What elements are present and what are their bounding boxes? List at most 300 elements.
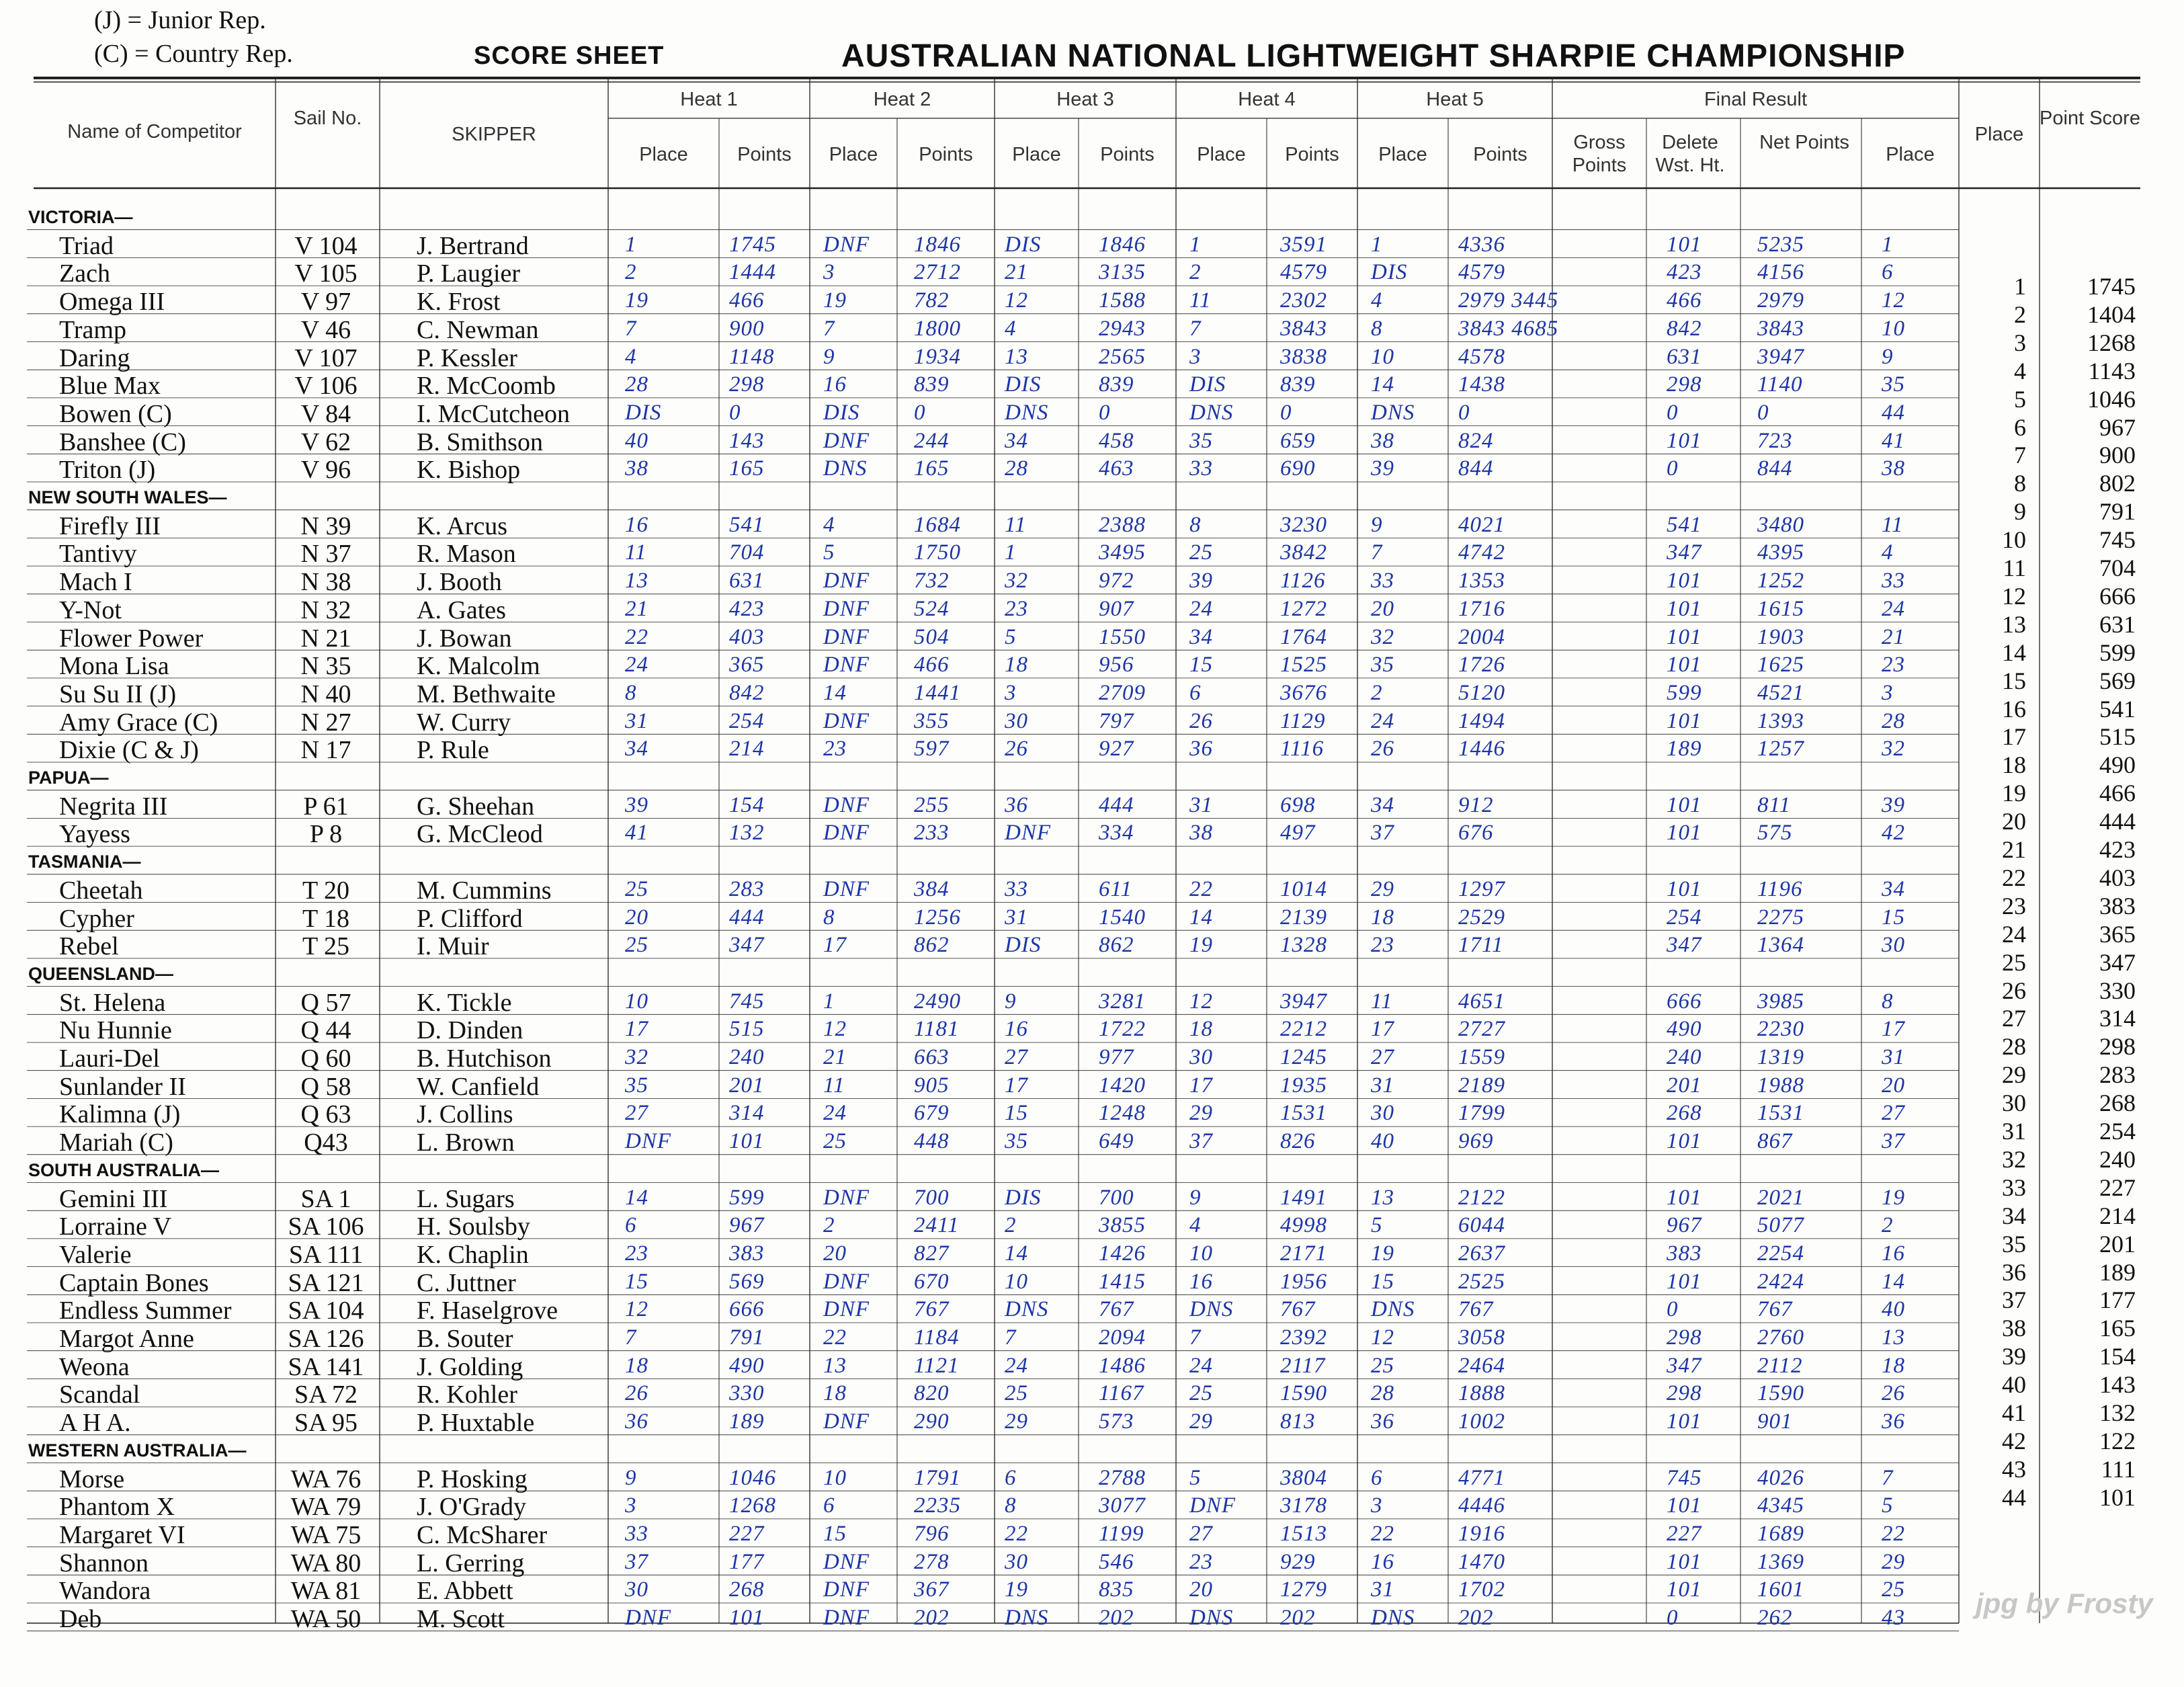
handwritten-h4s: 3178 xyxy=(1280,1493,1327,1518)
handwritten-h2s: 244 xyxy=(914,428,950,453)
point-score-place: 26 xyxy=(2002,977,2026,1004)
sail-number: WA 75 xyxy=(290,1520,362,1549)
handwritten-h2s: 0 xyxy=(914,400,926,425)
handwritten-del: 298 xyxy=(1667,372,1702,397)
sail-number: SA 111 xyxy=(288,1240,364,1269)
handwritten-h2p: DNS xyxy=(823,456,868,481)
handwritten-h4p: 5 xyxy=(1189,1465,1202,1490)
handwritten-h3p: 21 xyxy=(1005,260,1028,285)
handwritten-h4s: 2139 xyxy=(1280,905,1327,930)
handwritten-h3p: 4 xyxy=(1005,316,1017,341)
handwritten-h2s: 2235 xyxy=(914,1493,961,1518)
header-heat-1: Heat 1 xyxy=(680,89,738,110)
handwritten-h5s: 2727 xyxy=(1458,1017,1505,1042)
handwritten-h2s: 1441 xyxy=(914,680,961,705)
handwritten-net: 2979 xyxy=(1757,288,1804,313)
state-group-heading: TASMANIA— xyxy=(28,852,141,872)
sail-number: SA 141 xyxy=(288,1352,364,1381)
handwritten-h2s: 367 xyxy=(914,1577,950,1602)
handwritten-del: 101 xyxy=(1667,1269,1702,1294)
point-score-value: 240 xyxy=(2099,1145,2136,1173)
handwritten-h2p: 3 xyxy=(823,260,835,285)
point-score-place: 8 xyxy=(2014,470,2026,497)
handwritten-net: 4345 xyxy=(1757,1493,1804,1518)
handwritten-h2p: 23 xyxy=(823,737,847,762)
handwritten-del: 240 xyxy=(1667,1045,1702,1069)
handwritten-h2p: DNF xyxy=(823,428,870,453)
handwritten-h1s: 666 xyxy=(729,1297,765,1322)
handwritten-del: 347 xyxy=(1667,540,1702,565)
handwritten-h4s: 2171 xyxy=(1280,1241,1327,1266)
competitor-name: Wandora xyxy=(59,1577,151,1606)
handwritten-h3s: 956 xyxy=(1099,653,1134,677)
handwritten-h1p: 41 xyxy=(625,821,648,846)
handwritten-h5s: 202 xyxy=(1458,1606,1494,1630)
handwritten-h5p: 9 xyxy=(1371,512,1383,537)
header-skipper: SKIPPER xyxy=(452,124,536,145)
handwritten-h5s: 1002 xyxy=(1458,1409,1505,1434)
handwritten-net: 2275 xyxy=(1757,905,1804,930)
point-score-place: 42 xyxy=(2002,1427,2026,1454)
handwritten-h2s: 767 xyxy=(914,1297,950,1322)
handwritten-h1s: 1046 xyxy=(729,1465,776,1490)
handwritten-net: 2112 xyxy=(1757,1353,1803,1378)
competitor-name: Weona xyxy=(59,1352,130,1381)
handwritten-h5p: 7 xyxy=(1371,540,1383,565)
handwritten-h1s: 704 xyxy=(729,540,765,565)
sail-number: SA 121 xyxy=(288,1268,364,1297)
competitor-name: A H A. xyxy=(59,1409,131,1438)
handwritten-place: 19 xyxy=(1882,1185,1905,1210)
point-score-value: 132 xyxy=(2099,1399,2136,1426)
handwritten-del: 101 xyxy=(1667,876,1702,901)
point-score-value: 423 xyxy=(2099,836,2136,863)
sail-number: V 62 xyxy=(300,427,351,456)
handwritten-h4p: 14 xyxy=(1189,905,1213,930)
handwritten-h3p: 29 xyxy=(1005,1409,1028,1434)
point-score-place: 34 xyxy=(2002,1202,2026,1229)
handwritten-h5s: 676 xyxy=(1458,821,1494,846)
handwritten-net: 3480 xyxy=(1757,512,1804,537)
handwritten-h4s: 0 xyxy=(1280,400,1292,425)
handwritten-h4s: 2117 xyxy=(1280,1353,1326,1378)
handwritten-del: 189 xyxy=(1667,737,1702,762)
competitor-name: Triton (J) xyxy=(59,456,156,485)
handwritten-h5p: 25 xyxy=(1371,1353,1394,1378)
handwritten-h3s: 3495 xyxy=(1099,540,1146,565)
handwritten-h5s: 1711 xyxy=(1458,933,1504,958)
handwritten-net: 1364 xyxy=(1757,933,1804,958)
handwritten-h4s: 1116 xyxy=(1280,737,1325,762)
handwritten-place: 5 xyxy=(1882,1493,1894,1518)
handwritten-h2s: 1184 xyxy=(914,1325,960,1350)
handwritten-h2p: 13 xyxy=(823,1353,847,1378)
handwritten-net: 1319 xyxy=(1757,1045,1804,1069)
point-score-value: 569 xyxy=(2099,667,2136,694)
handwritten-h1p: 13 xyxy=(625,569,648,593)
state-group-heading: SOUTH AUSTRALIA— xyxy=(28,1159,219,1180)
handwritten-h2s: 796 xyxy=(914,1521,950,1546)
handwritten-h4s: 1764 xyxy=(1280,624,1327,649)
handwritten-h3p: 11 xyxy=(1005,512,1027,537)
header-heat2-place: Place xyxy=(829,144,878,165)
handwritten-h1p: 21 xyxy=(625,596,648,621)
handwritten-place: 37 xyxy=(1882,1129,1905,1154)
handwritten-h5p: 26 xyxy=(1371,737,1394,762)
handwritten-h1s: 268 xyxy=(729,1577,765,1602)
handwritten-h4p: 25 xyxy=(1189,540,1213,565)
handwritten-del: 101 xyxy=(1667,232,1702,257)
point-score-value: 599 xyxy=(2099,639,2136,666)
handwritten-h3s: 700 xyxy=(1099,1185,1134,1210)
handwritten-h1s: 444 xyxy=(729,905,765,930)
handwritten-net: 1689 xyxy=(1757,1521,1804,1546)
handwritten-h2s: 862 xyxy=(914,933,950,958)
handwritten-h2p: DNF xyxy=(823,876,870,901)
handwritten-h4p: 37 xyxy=(1189,1129,1213,1154)
handwritten-h2s: 2712 xyxy=(914,260,961,285)
handwritten-h3s: 907 xyxy=(1099,596,1134,621)
header-heat3-place: Place xyxy=(1012,144,1061,165)
handwritten-del: 347 xyxy=(1667,933,1702,958)
handwritten-h2s: 524 xyxy=(914,596,950,621)
competitor-name: Tramp xyxy=(59,315,126,344)
handwritten-place: 17 xyxy=(1882,1017,1905,1042)
handwritten-net: 867 xyxy=(1757,1129,1793,1154)
handwritten-h4p: 38 xyxy=(1189,821,1213,846)
handwritten-h3s: 1846 xyxy=(1099,232,1146,257)
sail-number: Q 57 xyxy=(300,988,351,1017)
point-score-value: 143 xyxy=(2099,1371,2136,1399)
handwritten-h3p: 24 xyxy=(1005,1353,1028,1378)
handwritten-h4s: 3804 xyxy=(1280,1465,1327,1490)
point-score-value: 967 xyxy=(2099,413,2136,441)
skipper-name: F. Haselgrove xyxy=(417,1297,558,1325)
point-score-value: 314 xyxy=(2099,1005,2136,1032)
handwritten-h4p: 19 xyxy=(1189,933,1213,958)
handwritten-h5s: 2529 xyxy=(1458,905,1505,930)
handwritten-net: 901 xyxy=(1757,1409,1793,1434)
handwritten-h5p: 33 xyxy=(1371,569,1394,593)
handwritten-h4s: 3947 xyxy=(1280,989,1327,1014)
handwritten-h2p: 14 xyxy=(823,680,847,705)
legend-country: (C) = Country Rep. xyxy=(94,40,293,68)
point-score-value: 515 xyxy=(2099,723,2136,751)
point-score-place: 5 xyxy=(2014,385,2026,413)
competitor-name: Dixie (C & J) xyxy=(59,736,199,765)
handwritten-h1s: 314 xyxy=(729,1101,765,1126)
handwritten-h5p: 11 xyxy=(1371,989,1393,1014)
handwritten-place: 23 xyxy=(1882,653,1905,677)
skipper-name: J. Bowan xyxy=(417,624,512,653)
handwritten-h3s: 862 xyxy=(1099,933,1134,958)
sail-number: SA 104 xyxy=(288,1297,364,1325)
handwritten-h5p: 40 xyxy=(1371,1129,1394,1154)
skipper-name: P. Kessler xyxy=(417,343,517,372)
handwritten-h1p: 2 xyxy=(625,260,637,285)
handwritten-h3s: 1248 xyxy=(1099,1101,1146,1126)
handwritten-h3p: 1 xyxy=(1005,540,1017,565)
handwritten-h5s: 1559 xyxy=(1458,1045,1505,1069)
handwritten-h4s: 2392 xyxy=(1280,1325,1327,1350)
sail-number: T 25 xyxy=(302,932,350,961)
handwritten-net: 1988 xyxy=(1757,1073,1804,1098)
handwritten-h5s: 2637 xyxy=(1458,1241,1505,1266)
handwritten-net: 2760 xyxy=(1757,1325,1804,1350)
point-score-place: 12 xyxy=(2002,582,2026,610)
handwritten-h5p: 30 xyxy=(1371,1101,1394,1126)
handwritten-h3s: 3855 xyxy=(1099,1213,1146,1238)
handwritten-h5s: 1716 xyxy=(1458,596,1505,621)
handwritten-h2s: 202 xyxy=(914,1606,950,1630)
handwritten-h4p: 24 xyxy=(1189,1353,1213,1378)
handwritten-h4s: 1491 xyxy=(1280,1185,1327,1210)
handwritten-h1p: 1 xyxy=(625,232,637,257)
competitor-name: Blue Max xyxy=(59,372,161,401)
handwritten-h4p: 17 xyxy=(1189,1073,1213,1098)
handwritten-h5p: 22 xyxy=(1371,1521,1394,1546)
header-net-points: Net Points xyxy=(1759,132,1849,153)
handwritten-h5s: 2525 xyxy=(1458,1269,1505,1294)
handwritten-h5s: 1494 xyxy=(1458,708,1505,733)
handwritten-del: 101 xyxy=(1667,792,1702,817)
handwritten-h1p: 3 xyxy=(625,1493,637,1518)
point-score-place: 32 xyxy=(2002,1145,2026,1173)
handwritten-h4s: 1525 xyxy=(1280,653,1327,677)
handwritten-h4p: 23 xyxy=(1189,1549,1213,1574)
handwritten-net: 1252 xyxy=(1757,569,1804,593)
handwritten-h1s: 165 xyxy=(729,456,765,481)
handwritten-h2p: 20 xyxy=(823,1241,847,1266)
handwritten-h2p: DNF xyxy=(823,624,870,649)
skipper-name: D. Dinden xyxy=(417,1016,523,1045)
handwritten-h2s: 2411 xyxy=(914,1213,960,1238)
sail-number: N 21 xyxy=(300,624,351,653)
handwritten-h4p: 24 xyxy=(1189,596,1213,621)
skipper-name: M. Scott xyxy=(417,1605,505,1633)
handwritten-h5s: 4578 xyxy=(1458,344,1505,369)
skipper-name: L. Gerring xyxy=(417,1549,525,1577)
handwritten-place: 1 xyxy=(1882,232,1894,257)
handwritten-h3p: 26 xyxy=(1005,737,1028,762)
point-score-value: 704 xyxy=(2099,554,2136,581)
handwritten-h1p: 37 xyxy=(625,1549,648,1574)
handwritten-h4p: 29 xyxy=(1189,1409,1213,1434)
handwritten-h2s: 466 xyxy=(914,653,950,677)
competitor-name: Valerie xyxy=(59,1240,132,1269)
point-score-value: 154 xyxy=(2099,1343,2136,1370)
handwritten-h2p: 21 xyxy=(823,1045,847,1069)
header-point-score-place: Place xyxy=(1974,124,2024,145)
handwritten-place: 33 xyxy=(1882,569,1905,593)
handwritten-h1s: 330 xyxy=(729,1381,765,1406)
point-score-value: 268 xyxy=(2099,1089,2136,1117)
sail-number: Q 63 xyxy=(300,1100,351,1129)
handwritten-del: 0 xyxy=(1667,456,1679,481)
handwritten-h4s: 2212 xyxy=(1280,1017,1327,1042)
handwritten-net: 5077 xyxy=(1757,1213,1804,1238)
handwritten-h4p: 3 xyxy=(1189,344,1202,369)
skipper-name: W. Curry xyxy=(417,708,511,737)
handwritten-net: 1257 xyxy=(1757,737,1804,762)
handwritten-h2s: 278 xyxy=(914,1549,950,1574)
handwritten-h4s: 659 xyxy=(1280,428,1316,453)
handwritten-h2s: 355 xyxy=(914,708,950,733)
handwritten-place: 16 xyxy=(1882,1241,1905,1266)
skipper-name: E. Abbett xyxy=(417,1577,513,1606)
point-score-place: 1 xyxy=(2014,273,2026,300)
handwritten-h1p: 10 xyxy=(625,989,648,1014)
point-score-place: 11 xyxy=(2003,554,2026,581)
handwritten-h1p: 14 xyxy=(625,1185,648,1210)
handwritten-place: 24 xyxy=(1882,596,1905,621)
sail-number: P 61 xyxy=(303,792,349,821)
handwritten-h4p: DNS xyxy=(1189,1297,1234,1322)
state-group-heading: VICTORIA— xyxy=(28,207,133,227)
handwritten-h5p: 3 xyxy=(1371,1493,1383,1518)
handwritten-h2s: 255 xyxy=(914,792,950,817)
sail-number: V 104 xyxy=(294,231,358,260)
handwritten-net: 1369 xyxy=(1757,1549,1804,1574)
handwritten-h3s: 1426 xyxy=(1099,1241,1146,1266)
handwritten-h2p: 16 xyxy=(823,372,847,397)
point-score-value: 214 xyxy=(2099,1202,2136,1229)
skipper-name: L. Sugars xyxy=(417,1184,515,1213)
handwritten-h1p: 4 xyxy=(625,344,637,369)
point-score-place: 24 xyxy=(2002,920,2026,948)
handwritten-h3s: 1415 xyxy=(1099,1269,1146,1294)
point-score-place: 13 xyxy=(2002,610,2026,638)
handwritten-h2p: DNF xyxy=(823,821,870,846)
handwritten-h2p: DNF xyxy=(823,1549,870,1574)
handwritten-h4s: 1935 xyxy=(1280,1073,1327,1098)
handwritten-h3p: 9 xyxy=(1005,989,1017,1014)
handwritten-net: 2424 xyxy=(1757,1269,1804,1294)
sail-number: N 39 xyxy=(300,511,351,540)
handwritten-place: 8 xyxy=(1882,989,1894,1014)
sail-number: T 18 xyxy=(302,904,350,933)
handwritten-h3s: 2788 xyxy=(1099,1465,1146,1490)
handwritten-place: 7 xyxy=(1882,1465,1894,1490)
point-score-place: 28 xyxy=(2002,1033,2026,1061)
state-group-heading: NEW SOUTH WALES— xyxy=(28,487,227,507)
skipper-name: P. Huxtable xyxy=(417,1409,535,1438)
sail-number: WA 80 xyxy=(290,1549,362,1577)
skipper-name: K. Bishop xyxy=(417,456,521,485)
point-score-value: 1268 xyxy=(2087,329,2136,356)
skipper-name: R. Mason xyxy=(417,540,516,569)
handwritten-h5s: 3058 xyxy=(1458,1325,1505,1350)
handwritten-h4p: 20 xyxy=(1189,1577,1213,1602)
handwritten-del: 745 xyxy=(1667,1465,1702,1490)
competitor-name: Yayess xyxy=(59,820,130,849)
point-score-value: 541 xyxy=(2099,695,2136,723)
handwritten-h1s: 189 xyxy=(729,1409,765,1434)
handwritten-net: 2021 xyxy=(1757,1185,1804,1210)
handwritten-h5s: 767 xyxy=(1458,1297,1494,1322)
handwritten-place: 43 xyxy=(1882,1606,1905,1630)
handwritten-del: 101 xyxy=(1667,1549,1702,1574)
sail-number: V 105 xyxy=(294,259,358,288)
handwritten-h2p: 12 xyxy=(823,1017,847,1042)
handwritten-h5s: 2004 xyxy=(1458,624,1505,649)
handwritten-del: 227 xyxy=(1667,1521,1702,1546)
handwritten-h5p: 16 xyxy=(1371,1549,1394,1574)
handwritten-h1s: 365 xyxy=(729,653,765,677)
handwritten-h5p: 14 xyxy=(1371,372,1394,397)
handwritten-h4s: 3842 xyxy=(1280,540,1327,565)
point-score-value: 745 xyxy=(2099,526,2136,554)
handwritten-h4p: DNF xyxy=(1189,1493,1236,1518)
handwritten-del: 101 xyxy=(1667,428,1702,453)
handwritten-h2s: 839 xyxy=(914,372,950,397)
point-score-value: 298 xyxy=(2099,1033,2136,1061)
handwritten-h1p: 30 xyxy=(625,1577,648,1602)
handwritten-h5s: 0 xyxy=(1458,400,1470,425)
handwritten-h5p: 38 xyxy=(1371,428,1394,453)
handwritten-h3p: 7 xyxy=(1005,1325,1017,1350)
skipper-name: K. Frost xyxy=(417,288,501,317)
handwritten-h2s: 165 xyxy=(914,456,950,481)
handwritten-place: 34 xyxy=(1882,876,1905,901)
handwritten-place: 10 xyxy=(1882,316,1905,341)
competitor-name: Banshee (C) xyxy=(59,427,186,456)
skipper-name: J. Bertrand xyxy=(417,231,529,260)
handwritten-h5p: 1 xyxy=(1371,232,1383,257)
competitor-name: Deb xyxy=(59,1605,102,1633)
competitor-name: Zach xyxy=(59,259,110,288)
point-score-value: 111 xyxy=(2101,1455,2136,1483)
skipper-name: G. Sheehan xyxy=(417,792,535,821)
point-score-place: 41 xyxy=(2002,1399,2026,1426)
handwritten-h4s: 698 xyxy=(1280,792,1316,817)
handwritten-h4p: 31 xyxy=(1189,792,1213,817)
handwritten-h3s: 2943 xyxy=(1099,316,1146,341)
sail-number: Q 44 xyxy=(300,1016,351,1045)
handwritten-place: 35 xyxy=(1882,372,1905,397)
handwritten-h3p: 32 xyxy=(1005,569,1028,593)
handwritten-h3p: DNS xyxy=(1005,1606,1049,1630)
handwritten-place: 30 xyxy=(1882,933,1905,958)
point-score-place: 16 xyxy=(2002,695,2026,723)
handwritten-place: 36 xyxy=(1882,1409,1905,1434)
handwritten-net: 575 xyxy=(1757,821,1793,846)
competitor-name: Triad xyxy=(59,231,114,260)
point-score-place: 9 xyxy=(2014,498,2026,526)
sail-number: N 38 xyxy=(300,568,351,597)
handwritten-h4p: 39 xyxy=(1189,569,1213,593)
handwritten-h1s: 298 xyxy=(729,372,765,397)
handwritten-h5s: 2979 3445 xyxy=(1458,288,1559,313)
header-heat4-place: Place xyxy=(1197,144,1246,165)
competitor-name: Phantom X xyxy=(59,1493,175,1522)
handwritten-del: 967 xyxy=(1667,1213,1702,1238)
handwritten-h1p: 22 xyxy=(625,624,648,649)
handwritten-h3p: 31 xyxy=(1005,905,1028,930)
handwritten-h2p: 22 xyxy=(823,1325,847,1350)
handwritten-h3s: 202 xyxy=(1099,1606,1134,1630)
handwritten-del: 541 xyxy=(1667,512,1702,537)
handwritten-h4p: 6 xyxy=(1189,680,1202,705)
point-score-place: 35 xyxy=(2002,1230,2026,1258)
competitor-name: Lorraine V xyxy=(59,1212,172,1241)
handwritten-h3p: 36 xyxy=(1005,792,1028,817)
handwritten-place: 20 xyxy=(1882,1073,1905,1098)
skipper-name: R. McCoomb xyxy=(417,372,556,401)
skipper-name: P. Rule xyxy=(417,736,489,765)
watermark: jpg by Frosty xyxy=(1976,1588,2153,1619)
handwritten-h5p: 5 xyxy=(1371,1213,1383,1238)
